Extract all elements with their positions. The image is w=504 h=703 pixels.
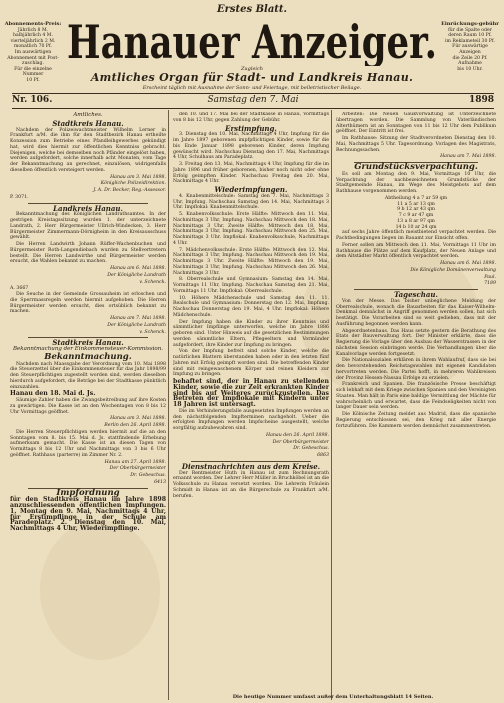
parcel-row: Abtheilung 4 a 7 ar 59 qm [384,195,448,201]
parcel-row: 9 b 12 ar 43 qm [397,207,435,213]
emphasized-paragraph: behaftet sind, der in Hanau zu stellenden Kinder, sowie die zur Zeit erkrankten Kinder sind bis auf Weiteres zurückzustellen. Das Betreten der Impflokale mit Kindern unter 18 Jahren ist untersagt. [173,378,329,408]
column-one [10,112,166,700]
section-label: Amtliches. [73,112,103,118]
page-footer-note: Die heutige Nummer umfasst außer dem Unterhaltungsblatt 14 Seiten. [232,694,434,700]
section-heading: Impfordnung [56,487,120,498]
signature-line: Der Oberbürgermeister [272,439,329,445]
column-two [173,112,329,700]
article-paragraph: den 10. und 17. Mai bei der Stadtkasse in Hanau, Vormittags von 8 bis 12 Uhr, gegen Zahlung der Gebühr. [173,112,329,123]
article-paragraph: Der Rentmeister Huth in Hanau ist zum Rechnungsrath ernannt worden. Der Lehrer Herr Müller in Bruchköbel ist an die Volksschule zu Hanau versetzt worden. Die Lehrerin Fräulein Schmidt in Hanau ist an die Bürgerschule zu Frankfurt a/M. berufen. [173,470,329,499]
advert-rate-line: deren Raum 10 Pf. [448,33,492,39]
article-paragraph: Es soll am Montag den 9. Mai, Vormittags 10 Uhr, die Verpachtung der nachbezeichneten Grundstücke der Stadtgemeinde Hanau, im Wege des Meistgebots auf dem Rathhause vorgenommen werden. [336,171,496,194]
advert-rate-line: bis 10 Uhr. [457,66,483,72]
article-paragraph: Von der Messe. Das bisher unbeglichene Meldung der Oberrealschule, wonach die Bauarbeiten für das Kaiser-Wilhelm-Denkmal demnächst in Angriff genommen werden sollen, hat sich bestätigt. Die Vorarbeiten sind so weit gediehen, dass mit der Ausführung begonnen werden kann. [336,298,496,327]
article-paragraph: Nachdem der Polizeiwachtmeister Wilhelm Lerner in Frankfurt a/M. die ihm für den Stadtbezirk Hanau ertheilte Konzession zum Betriebe eines Pfandleihgewerbes gekündigt hat, wird dies hiermit zur öffentlichen Kenntniss gebracht. Diejenigen, welche bei demselben noch Pfänder eingelöst haben, werden aufgefordert, solche innerhalb acht Monaten, vom Tage der Bekanntmachung an gerechnet, einzulösen, widrigenfalls dieselben öffentlich versteigert werden. [10,127,166,173]
article-paragraph: Der Impfung haben die Kinder zu ihrer Kenntniss und sämmtlicher Impflinge unterworfen, welche im Jahre 1886 geboren sind. Unter Hinweis auf die gesetzlichen Bestimmungen werden sämmtliche Eltern, Pflegeeltern und Vormünder aufgefordert, ihre Kinder zur Impfung zu bringen. [173,319,329,348]
section-heading: Bekanntmachung. [44,351,132,362]
subscription-line: 10 Pf. [26,77,40,83]
signature-line: Hanau am 7. Mai 1898. [110,316,166,321]
advert-rate-box [440,22,500,72]
article-paragraph: Säumige Zahler haben die Zwangsbeitreibung auf ihre Kosten zu gewärtigen. Die Kasse ist an den Wochentagen von 8 bis 12 Uhr Vormittags geöffnet. [10,398,166,415]
signature-line: Die Königliche Domänenverwaltung [410,267,496,273]
article-paragraph: 3. Freitag den 13. Mai, Nachmittags 4 Uhr, Impfung für die im Jahre 1896 und früher geborenen, bisher noch nicht oder ohne Erfolg geimpften Kinder. Nachschau Freitag den 20. Mai, Nachmittags 4 Uhr. [173,162,329,185]
advert-rate-line: im Reklameteil 30 Pf. [445,38,495,44]
article-paragraph: Die Herren Landwirth Johann Rüffer-Wachenbuchen und Bürgermeister Roth-Langendiebach wurden zu Stellvertretern bestellt. Die Herren Landwirthe und Bürgermeister werden ersucht, die Wahlen bekannt zu machen. [10,242,166,265]
reference-number: P. 3071. [10,194,29,200]
signature-line: Der Königliche Landrath [107,322,166,328]
emphasized-paragraph: Hanau den 18. Mai d. Js. [10,390,96,398]
advert-rate-line: für die Spalte oder [448,27,492,33]
article-paragraph: Arbeiten: Die Neuen Gaukvorwaltung ist Unterzeichnete übertragen worden. Die Sammlung von Vaterländischen Alterthümern ist an Sonntagen von 11 bis 12 Uhr dem Publikum geöffnet. Der Eintritt ist frei. [336,112,496,135]
subscription-line: halbjährlich 4 M. [13,33,53,39]
article-paragraph: 5. Knabenvolksschule: Erste Hälfte: Mittwoch den 11. Mai, Nachmittags 3 Uhr, Impfung. Nachschau Mittwoch den 18. Mai, Nachmittags 3 Uhr. Zweite Hälfte: Mittwoch den 18. Mai, Nachmittags 3 Uhr, Impfung. Nachschau Mittwoch den 25. Mai, Nachmittags 3 Uhr. Impflokal: Knabenvolksschule, Nachmittags 4 Uhr. [173,212,329,246]
publication-schedule: Erscheint täglich mit Ausnahme der Sonn- und Feiertage, mit belletristischer Beilage. [142,85,362,91]
subscription-line: Für die einzelne Nummer [14,66,52,78]
article-paragraph: Die im Verhinderungsfalle ausgesetzten Impfungen werden an den nächstfolgenden Impfterminen nachgeholt. Ueber die erfolgten Impfungen werden Impfscheine ausgestellt, welche sorgfältig aufzubewahren sind. [173,408,329,431]
signature-line: Der Oberbürgermeister [109,466,166,472]
column-divider [168,110,169,700]
signature-line: v. Schenck. [139,329,166,335]
advert-rate-line: Für auswärtige [452,44,488,50]
article-paragraph: Die Kölnische Zeitung meldet aus Madrid, dass die spanische Regierung entschlossen sei, den Krieg mit aller Energie fortzuführen. Die Kammern werden demnächst zusammentreten. [336,412,496,429]
article-paragraph: auf sechs Jahre öffentlich meistbietend verpachtet werden. Die Pachtbedingungen liegen im Bauamt zur Einsicht offen. [336,230,496,241]
article-paragraph: 4. Knabenmittelschule: Samstag den 7. Mai, Nachmittags 3 Uhr, Impfung. Nachschau Samstag den 14. Mai, Nachmittags 3 Uhr. Impflokal: Knabenmittelschule. [173,193,329,211]
subscription-line: Im auswärtigen Abonnement mit Post- [7,49,59,61]
section-heading: Stadtkreis Hanau. [52,338,124,348]
article-paragraph: Die Seuche in der Gemeinde Grossauheim ist erloschen und die Sperrmassregeln werden hiermit aufgehoben. Die Herren Bürgermeister werden ersucht, dies ortsüblich bekannt zu machen. [10,292,166,315]
subscription-line: monatlich 70 Pf. [14,44,52,50]
article-paragraph: Frankreich und Spanien. Die französische Presse beschäftigt sich lebhaft mit dem Kriege zwischen Spanien und den Vereinigten Staaten. Man hält in Paris eine baldige Vermittlung der Mächte für wahrscheinlich und erwartet, dass die Feindseligkeiten nicht von langer Dauer sein werden. [336,382,496,411]
parcel-row: 14 b 10 ar 24 qm [395,224,437,230]
article-paragraph: Abgeordnetenhaus. Das Haus setzte gestern die Berathung des Etats der Bauverwaltung fort. Der Minister erklärte, dass die Regierung die Vorlage über den Ausbau der Wasserstrassen in der nächsten Session einbringen werde. Die Verhandlungen über die Kanalvorlage werden fortgesetzt. [336,328,496,357]
subscription-heading: Abonnements-Preis: [4,21,62,27]
subscription-line: Jährlich 8 M. [17,27,49,33]
issue-number: Nr. 106. [12,95,53,105]
issue-year: 1898 [468,95,494,105]
advert-rate-line: die Zeile 20 Pf. [452,55,488,61]
signature-line: Hanau am 3. Mai 1898. [110,416,166,422]
masthead-rule [12,108,494,109]
article-paragraph: Ferner sollen am Mittwoch den 11. Mai, Vormittags 11 Uhr im Rathhause die Plätze auf dem Kaufplatz, der Neuen Anlage und dem Altstädter Markt öffentlich verpachtet werden. [336,242,496,260]
article-paragraph: Die Nationalsozialen erklären in ihrem Wahlaufruf, dass sie bei den bevorstehenden Reichstagswahlen mit eigenen Kandidaten hervortreten werden. Die Partei hofft, in mehreren Wahlkreisen der Provinz Hessen-Nassau Erfolge zu erzielen. [336,358,496,381]
issue-date: Samstag den 7. Mai [207,95,299,105]
reference-number: 6413 [154,479,166,485]
article-paragraph: 7. Mädchenvolksschule: Erste Hälfte: Mittwoch den 12. Mai, Nachmittags 3 Uhr, Impfung. Nachschau Mittwoch den 19. Mai, Nachmittags 3 Uhr. Zweite Hälfte: Mittwoch den 19. Mai, Nachmittags 3 Uhr, Impfung. Nachschau Mittwoch den 26. Mai, Nachmittags 3 Uhr. [173,247,329,276]
section-subheading: Bekanntmachung der Einkommensteuer-Kommission. [12,346,164,352]
issue-label: Erstes Blatt. [216,4,288,15]
signature-line: Hanau den 26. April 1898. [266,432,329,438]
signature-line: Hanau am 3. Mai 1898. [110,174,166,180]
section-heading: Landkreis Hanau. [53,203,123,213]
signature-line: Berlin den 26. April 1898. [104,423,166,428]
zugleich-label: Zugleich [240,66,264,72]
reference-number: 6863 [317,453,329,458]
section-heading: Wiederimpfungen. [214,185,288,194]
article-paragraph: Nachdem nach Maassgabe der Verordnung vom 10. Mai 1898 die Steuerzettel über die Einkommensteuer für das Jahr 1898/99 den Steuerpflichtigen zugestellt worden sind, werden dieselben hierdurch aufgefordert, die Beträge bei der Stadtkasse pünktlich einzuzahlen. [10,361,166,390]
article-paragraph: Von der Impfung befreit sind solche Kinder, welche die natürlichen Blattern überstanden haben oder in den letzten fünf Jahren mit Erfolg geimpft worden sind. Die betreffenden Kinder sind mit reingewaschenem Körper und reinen Kleidern zur Impfung zu bringen. [173,349,329,378]
article-paragraph: 10. Höhere Mädchenschule und Samstag den 11. 11. Realschule und Gymnasium: Donnerstag den 12. Mai, Impfung. Nachschau Donnerstag den 19. Mai, 4 Uhr. Impflokal: Höhere Mädchenschule. [173,295,329,318]
signature-line: Dr. Gebeschus. [293,446,329,452]
advert-rate-line: Aufnahme [458,61,482,67]
section-heading: Erstimpfung. [225,123,277,133]
article-paragraph: 3. Dienstag den 10. Mai, Nachmittags 4 Uhr, Impfung für die im Jahre 1897 geborenen impfpflichtigen Kinder, sowie für die bis Ende Januar 1898 geborenen Kinder, deren Impfung gewünscht wird. Nachschau Dienstag den 17. Mai, Nachmittags 4 Uhr, Schulhaus am Paradeplatz. [173,132,329,161]
masthead-title [62,14,442,66]
subscription-line: zuschlag. [22,61,44,67]
signature-line: Hanau am 27. April 1898. [104,459,166,465]
signature-line: J. A. Dr. Becker, Reg.-Assessor. [93,188,166,193]
signature-line: Hanau am 7. Mai 1898. [440,154,496,160]
masthead-title-text: Hanauer Anzeiger. [67,15,437,66]
article-paragraph: Bekanntmachung des Königlichen Landrathsamtes. In der gestrigen Kreistagssitzung wurden 1. der unterzeichnete Landrath, 2. Herr Bürgermeister Ullrich-Windecken, 3. Herr Bürgermeister Zimmermann-Dörnigheim in den Kreisausschuss gewählt. [10,212,166,241]
masthead-svg [62,14,442,66]
column-three [336,112,496,700]
reference-number: A. 3667 [10,286,29,292]
section-heading: Dienstnachrichten aus dem Kreise. [181,461,321,471]
advert-rate-line: Anzeigen [459,49,481,55]
article-paragraph: Im Rathhause: Sitzung der Stadtverordneten Dienstag den 10. Mai, Nachmittags 5 Uhr. Tagesordnung: Vorlagen des Magistrats, Rechnungssachen. [336,136,496,153]
advert-rate-heading: Einrückungs-gebühr [441,21,499,27]
parcel-table [336,196,496,231]
section-heading: Tageschau. [394,290,438,299]
signature-line: v. Schenck. [139,279,166,285]
signature-line: Der Königliche Landrath [107,272,166,278]
column-divider [331,110,332,700]
signature-line: Dr. Gebeschus. [130,473,166,478]
section-heading: Grundstücksverpachtung. [354,162,478,172]
reference-number: 7189 [484,281,496,287]
subscription-line: vierteljährlich 2 M. [10,38,56,44]
signature-line: Hanau am 6. Mai 1898. [110,266,166,271]
parcel-row: 13 a 8 ar 97 qm [397,218,435,224]
masthead-subtitle: Amtliches Organ für Stadt- und Landkreis Hanau. [90,71,414,84]
article-paragraph: 8. Oberrealschule und Gymnasium: Samstag den 14. Mai, Vormittags 11 Uhr, Impfung. Nachschau Samstag den 21. Mai, Vormittags 11 Uhr. Impflokal: Oberrealschule. [173,277,329,294]
signature-line: Hanau am 6. Mai 1898. [440,261,496,266]
parcel-row: 7 c 9 ar 47 qm [398,213,434,218]
emphasized-paragraph: für den Stadtkreis Hanau im Jahre 1898 anzuschliessenden öffentlichen Impfungen. 1. Montag den 9. Mai, Nachmittags 4 Uhr, für Erstimpflinge in der Schule am Paradeplatz. 2. Dienstag den 10. Mai, Nachmittags 4 Uhr, Wiederimpflinge. [10,496,166,532]
dateline [12,94,494,108]
signature-line: Königliche Polizeidirektion. [100,181,166,187]
article-paragraph: Die Herren Steuerpflichtigen werden hiermit auf die an den Sonntagen vom 8. bis 15. Mai d. Js. stattfindende Erhebung aufmerksam gemacht. Die Kasse ist an diesen Tagen von Vormittags 8 bis 12 Uhr und Nachmittags von 3 bis 6 Uhr geöffnet. Rathhaus (parterre) im Zimmer Nr. 2. [10,429,166,458]
parcel-row: 11 a 5 ar 13 qm [397,201,435,207]
section-heading: Stadtkreis Hanau. [52,118,124,128]
signature-line: Paul. [484,274,496,280]
